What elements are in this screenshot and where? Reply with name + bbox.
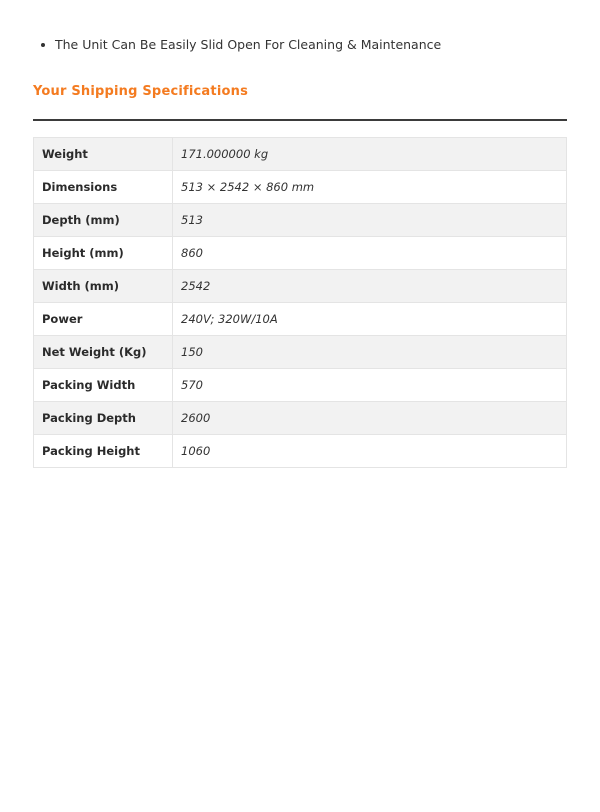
spec-value: 1060: [173, 435, 567, 468]
table-row: [34, 435, 567, 468]
table-body: [34, 138, 567, 468]
shipping-specifications-table: [33, 137, 567, 468]
spec-value: 2600: [173, 402, 567, 435]
table-row: [34, 204, 567, 237]
table-row: [34, 237, 567, 270]
list-item: The Unit Can Be Easily Slid Open For Cleaning & Maintenance: [33, 36, 567, 54]
spec-label: Depth (mm): [34, 204, 173, 237]
spec-label: Weight: [34, 138, 173, 171]
table-row: [34, 303, 567, 336]
section-divider: [33, 119, 567, 121]
spec-value: 570: [173, 369, 567, 402]
page-title: Your Shipping Specifications: [33, 84, 249, 99]
spec-value: 513: [173, 204, 567, 237]
spec-label: Dimensions: [34, 171, 173, 204]
spec-label: Power: [34, 303, 173, 336]
feature-bullet-list: [33, 36, 567, 54]
spec-label: Packing Width: [34, 369, 173, 402]
spec-value: 171.000000 kg: [173, 138, 567, 171]
spec-value: 513 × 2542 × 860 mm: [173, 171, 567, 204]
table-row: [34, 171, 567, 204]
spec-value: 150: [173, 336, 567, 369]
spec-label: Width (mm): [34, 270, 173, 303]
spec-label: Packing Depth: [34, 402, 173, 435]
table-row: [34, 402, 567, 435]
spec-value: 860: [173, 237, 567, 270]
spec-label: Height (mm): [34, 237, 173, 270]
table-row: [34, 369, 567, 402]
document-page: [0, 36, 600, 468]
spec-label: Packing Height: [34, 435, 173, 468]
spec-value: 2542: [173, 270, 567, 303]
table-row: [34, 138, 567, 171]
spec-label: Net Weight (Kg): [34, 336, 173, 369]
table-row: [34, 336, 567, 369]
table-row: [34, 270, 567, 303]
spec-value: 240V; 320W/10A: [173, 303, 567, 336]
